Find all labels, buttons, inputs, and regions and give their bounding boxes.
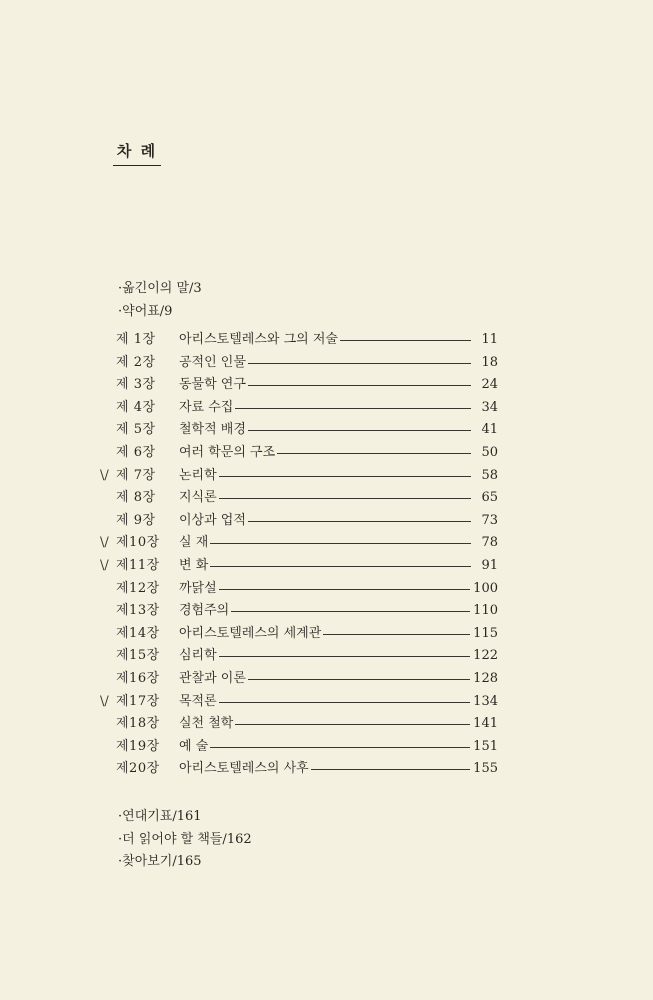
page-number: 122 bbox=[473, 648, 498, 664]
chapter-row bbox=[100, 736, 498, 759]
leader-line bbox=[219, 702, 470, 703]
back-matter-item: ·연대기표/161 bbox=[118, 809, 202, 824]
chapter-row bbox=[100, 600, 498, 623]
back-matter-item: ·더 읽어야 할 책들/162 bbox=[118, 831, 252, 847]
chapter-row bbox=[100, 555, 498, 578]
page-number: 115 bbox=[473, 625, 498, 641]
page-number: 34 bbox=[481, 399, 498, 415]
chapter-title: 변 화 bbox=[179, 557, 209, 573]
chapter-title: 아리스토텔레스와 그의 저술 bbox=[179, 332, 338, 347]
chapter-number: 제 2장 bbox=[116, 354, 156, 370]
page-number: 100 bbox=[473, 580, 498, 596]
chapter-row bbox=[100, 465, 498, 488]
chapter-number: 제15장 bbox=[116, 648, 160, 664]
check-mark-icon: \/ bbox=[100, 693, 109, 709]
chapter-row bbox=[100, 397, 498, 420]
page-number: 110 bbox=[473, 603, 498, 619]
chapter-row bbox=[100, 419, 498, 442]
page-number: 65 bbox=[481, 490, 498, 506]
chapter-number: 제12장 bbox=[116, 580, 160, 596]
chapter-number: 제 6장 bbox=[116, 444, 156, 460]
chapter-number: 제 3장 bbox=[116, 377, 156, 393]
check-mark-icon: \/ bbox=[100, 557, 109, 573]
toc-heading: 차 례 bbox=[113, 140, 161, 166]
chapter-number: 제 9장 bbox=[116, 512, 156, 528]
chapter-number: 제13장 bbox=[116, 603, 160, 619]
chapter-title: 실천 철학 bbox=[179, 716, 234, 732]
chapter-row bbox=[100, 374, 498, 397]
leader-line bbox=[311, 769, 470, 770]
page-number: 41 bbox=[481, 422, 498, 438]
chapter-number: 제19장 bbox=[116, 738, 160, 754]
leader-line bbox=[340, 340, 471, 341]
leader-line bbox=[248, 521, 471, 522]
leader-line bbox=[235, 724, 470, 725]
chapter-row bbox=[100, 510, 498, 533]
back-matter-item: ·찾아보기/165 bbox=[118, 854, 202, 869]
chapter-row bbox=[100, 668, 498, 691]
page-number: 18 bbox=[481, 354, 498, 370]
chapter-row bbox=[100, 691, 498, 714]
page-number: 78 bbox=[481, 535, 498, 551]
chapter-title: 지식론 bbox=[179, 490, 217, 506]
page-number: 134 bbox=[473, 693, 498, 709]
chapter-row bbox=[100, 352, 498, 375]
leader-line bbox=[210, 543, 471, 544]
front-matter-item: ·약어표/9 bbox=[118, 303, 173, 319]
leader-line bbox=[277, 453, 471, 454]
leader-line bbox=[323, 634, 470, 635]
page-number: 91 bbox=[481, 557, 498, 573]
leader-line bbox=[235, 408, 471, 409]
chapter-title: 철학적 배경 bbox=[179, 422, 246, 438]
leader-line bbox=[248, 430, 471, 431]
chapter-title: 공적인 인물 bbox=[179, 354, 246, 370]
chapter-title: 아리스토텔레스의 세계관 bbox=[179, 625, 322, 641]
leader-line bbox=[210, 566, 471, 567]
leader-line bbox=[210, 747, 470, 748]
page-number: 50 bbox=[481, 444, 498, 460]
chapter-title: 예 술 bbox=[179, 738, 209, 754]
chapter-row bbox=[100, 758, 498, 781]
chapter-row bbox=[100, 578, 498, 601]
chapter-number: 제 1장 bbox=[116, 332, 156, 347]
chapter-title: 자료 수집 bbox=[179, 399, 234, 415]
leader-line bbox=[219, 589, 470, 590]
chapter-title: 목적론 bbox=[179, 693, 217, 709]
chapter-number: 제 5장 bbox=[116, 422, 156, 438]
chapter-number: 제14장 bbox=[116, 625, 160, 641]
page-number: 151 bbox=[473, 738, 498, 754]
chapter-number: 제10장 bbox=[116, 535, 160, 551]
page-number: 58 bbox=[481, 467, 498, 483]
leader-line bbox=[248, 385, 471, 386]
chapter-number: 제20장 bbox=[116, 761, 160, 777]
front-matter-list bbox=[118, 278, 202, 323]
leader-line bbox=[248, 363, 471, 364]
chapter-title: 실 재 bbox=[179, 535, 209, 551]
chapter-title: 이상과 업적 bbox=[179, 512, 246, 528]
chapter-number: 제 7장 bbox=[116, 467, 156, 483]
leader-line bbox=[231, 611, 470, 612]
page-number: 141 bbox=[473, 716, 498, 732]
leader-line bbox=[219, 498, 471, 499]
chapter-title: 아리스토텔레스의 사후 bbox=[179, 761, 309, 777]
page-number: 24 bbox=[481, 377, 498, 393]
chapter-row bbox=[100, 329, 498, 352]
chapter-row bbox=[100, 442, 498, 465]
leader-line bbox=[248, 679, 470, 680]
back-matter-list bbox=[118, 806, 252, 874]
leader-line bbox=[219, 476, 471, 477]
chapter-number: 제17장 bbox=[116, 693, 160, 709]
chapter-row bbox=[100, 713, 498, 736]
chapter-number: 제 8장 bbox=[116, 490, 156, 506]
check-mark-icon: \/ bbox=[100, 467, 109, 483]
chapter-title: 여러 학문의 구조 bbox=[179, 444, 276, 460]
chapter-title: 동물학 연구 bbox=[179, 377, 246, 393]
chapter-row bbox=[100, 487, 498, 510]
page-number: 155 bbox=[473, 761, 498, 777]
chapter-number: 제18장 bbox=[116, 716, 160, 732]
chapter-title: 경험주의 bbox=[179, 603, 230, 619]
chapter-number: 제11장 bbox=[116, 557, 160, 573]
front-matter-item: ·옮긴이의 말/3 bbox=[118, 281, 202, 296]
chapter-title: 까닭설 bbox=[179, 580, 217, 596]
chapter-title: 심리학 bbox=[179, 648, 217, 664]
chapter-title: 관찰과 이론 bbox=[179, 670, 246, 686]
leader-line bbox=[219, 656, 470, 657]
chapter-title: 논리학 bbox=[179, 467, 217, 483]
chapter-number: 제16장 bbox=[116, 670, 160, 686]
chapter-list bbox=[100, 329, 498, 781]
check-mark-icon: \/ bbox=[100, 535, 109, 551]
chapter-row bbox=[100, 623, 498, 646]
chapter-row bbox=[100, 645, 498, 668]
page-number: 73 bbox=[481, 512, 498, 528]
chapter-number: 제 4장 bbox=[116, 399, 156, 415]
page-number: 128 bbox=[473, 670, 498, 686]
page-number: 11 bbox=[481, 332, 498, 347]
chapter-row bbox=[100, 532, 498, 555]
